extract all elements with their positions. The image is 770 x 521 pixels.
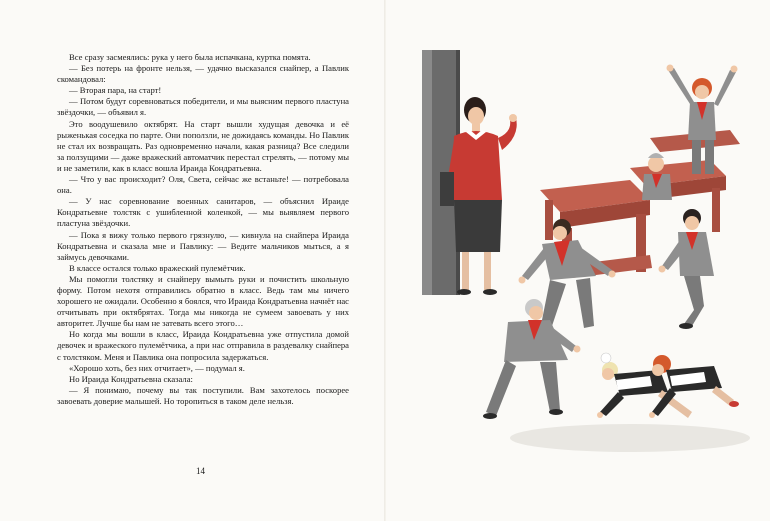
book-gutter [384,0,386,521]
boy-crouching-right [659,209,715,329]
paragraph: «Хорошо хоть, без них отчитает», — подумал я. [69,362,245,373]
paragraph: — Потом будут соревноваться победители, и мы выясним первого пластуна звёздочки, — объявил я. [57,96,349,118]
paragraph: — Пока я вижу только первого грязнулю, — кивнула на снайпера Ираида Кондратьевна и сказала мне и Павлику: — Ведите мальчиков мыться, а я займусь девочками. [57,229,349,262]
paragraph: — Я понимаю, почему вы так поступили. Вам захотелось поскорее завоевать доверие малышей. Но торопиться в таком деле нельзя. [57,384,349,406]
paragraph: — Что у вас происходит? Оля, Света, сейчас же встаньте! — потребовала она. [57,174,349,196]
page-number: 14 [196,466,205,476]
paragraph: Все сразу засмеялись: рука у него была испачкана, куртка помята. [69,52,311,62]
paragraph: — Вторая пара, на старт! [69,85,162,96]
boy-seated [642,153,672,200]
paragraph: — У нас соревнование военных санитаров, — объяснил Ираиде Кондратьевне толстяк с ушибленной коленкой, — мы выявляем первого пластуна звёздочки. [57,196,349,229]
boy-cheering [667,65,738,175]
paragraph: — Без потерь на фронте нельзя, — удачно высказался снайпер, а Павлик скомандовал: [57,63,349,85]
classroom-illustration [400,40,752,480]
paragraph: Но когда мы вошли в класс, Ираида Кондратьевна уже отпустила домой девочек и вражеского пулемётчика, а при нас отправила в раздевалку снайпера с толстяком. Меня и Павлика она попросила задержаться. [57,329,349,362]
paragraph: Но Ираида Кондратьевна сказала: [69,373,193,384]
paragraph: Мы помогли толстяку и снайперу вымыть руки и почистить школьную форму. Потом нехотя отправились обратно в класс. Ведь там мы ничего хорошего не ожидали. Особенно я боялся, что Ираида Кондратьевна начнёт нас отчитывать при октябрятах. Тогда мы никогда не сумеем завоевать у них авторитет. Лучше бы нам не затевать всего этого… [57,273,349,329]
boy-crawling-blond [483,299,581,419]
paragraph: В классе остался только вражеский пулемётчик. [69,262,246,273]
floor-shadow [510,424,750,452]
paragraph: Это воодушевило октябрят. На старт вышли худущая девочка и её рыженькая соседка по парте. Они поползли, не дожидаясь команды. Но Павлик не стал их возвращать. Раз одновременно начали, какая разница? Все следили за ползущими — даже вражеский автоматчик перестал стрелять, — потому мы и не заметили, как в класс вошла Ираида Кондратьевна. [57,118,349,173]
left-page-text [57,52,349,407]
